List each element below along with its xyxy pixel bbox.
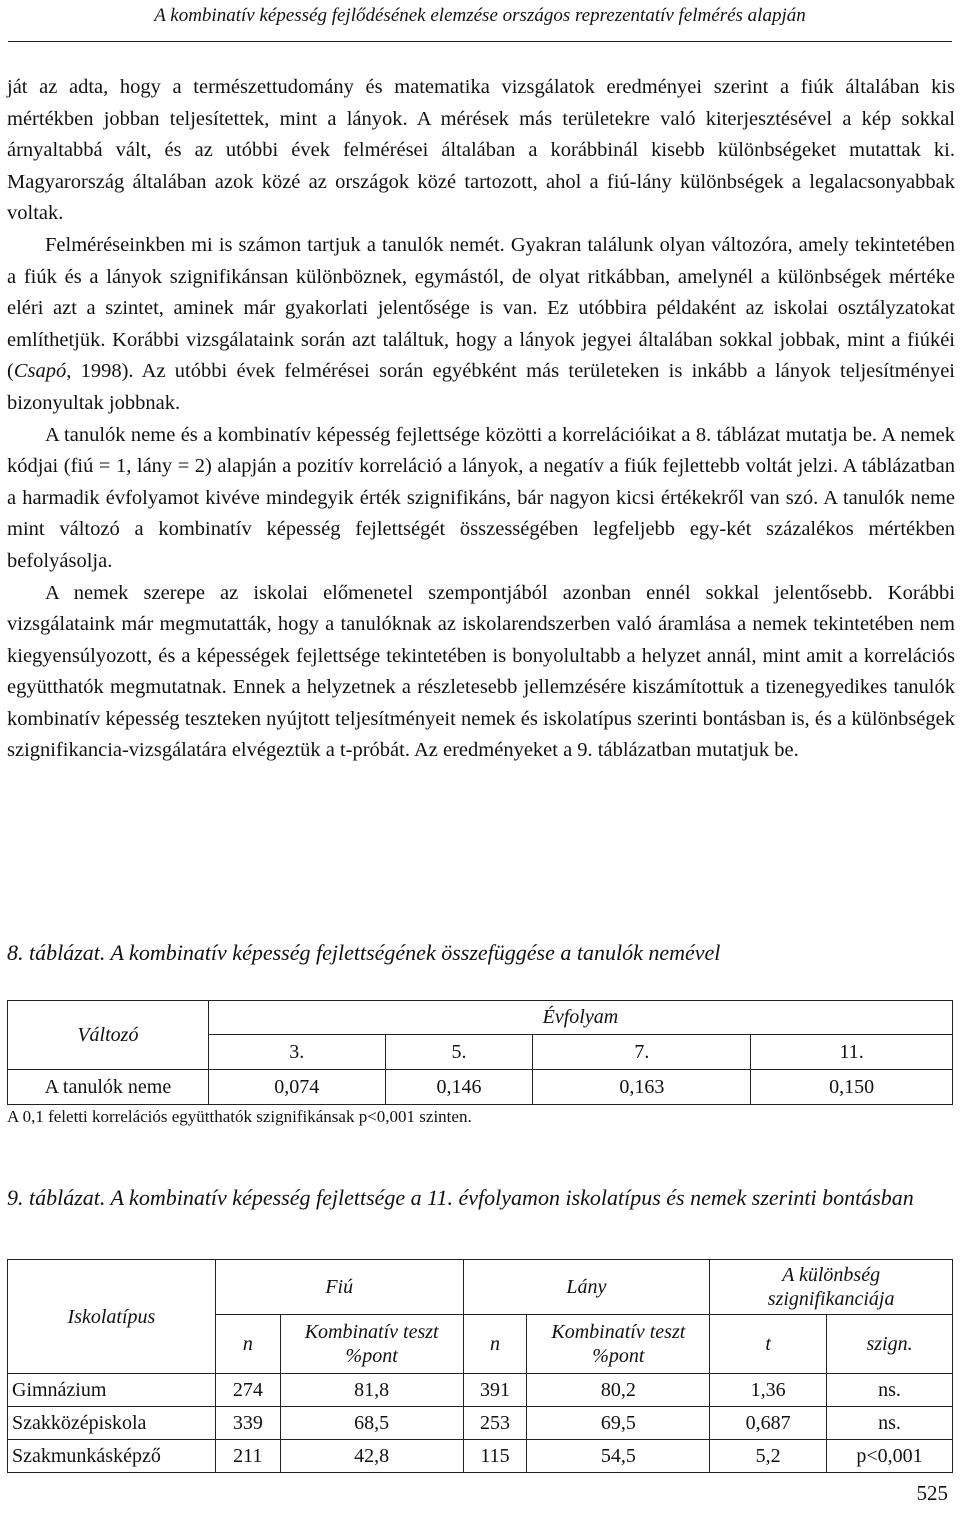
table9-cell: p<0,001	[827, 1440, 953, 1473]
running-head: A kombinatív képesség fejlődésének elemzése országos reprezentatív felmérés alapján	[154, 5, 806, 26]
table9-school: Gimnázium	[8, 1374, 216, 1407]
table9-cell: 81,8	[280, 1374, 463, 1407]
table9-sub-test-line2: %pont	[345, 1345, 398, 1367]
table9-cell: 42,8	[280, 1440, 463, 1473]
table9-cell: 1,36	[710, 1374, 827, 1407]
table8-cell: 0,150	[751, 1070, 953, 1105]
paragraph: A tanulók neme és a kombinatív képesség fejlettsége közötti a korrelációikat a 8. táblázat mutatja be. A nemek kódjai (fiú = 1, lány = 2) alapján a pozitív korreláció a lányok, a negatív a fiúk fejlettebb voltát jelzi. A táblázatban a harmadik évfolyamot kivéve mindegyik érték szignifikáns, bár nagyon kicsi értékekről van szó. A tanulók neme mint változó a kombinatív képesség fejlettségét összességében legfeljebb egy-két százalékos mértékben befolyásolja.	[7, 423, 955, 572]
paragraph	[7, 230, 955, 420]
table8-note: A 0,1 feletti korrelációs együtthatók szignifikánsak p<0,001 szinten.	[7, 1107, 472, 1126]
table9-sub-test	[280, 1315, 463, 1374]
paragraph: ját az adta, hogy a természettudomány és matematika vizsgálatok eredményei szerint a fiúk általában kis mértékben jobban teljesítettek, mint a lányok. A mérések más területekre való kiterjesztésével a kép sokkal árnyaltabbá vált, és az utóbbi évek felmérései általában a korábbinál kisebb különbségeket mutattak ki. Magyarország általában azok közé az országok közé tartozott, ahol a fiú-lány különbségek a legalacsonyabbak voltak.	[7, 76, 955, 225]
table8-grade: 11.	[751, 1035, 953, 1070]
table9-sub-significance: szign.	[827, 1315, 953, 1374]
table9-cell: 211	[215, 1440, 280, 1473]
table8-row-label: A tanulók neme	[8, 1070, 209, 1105]
table9-cell: ns.	[827, 1374, 953, 1407]
table9-header-boy: Fiú	[215, 1260, 463, 1315]
table8-grade: 3.	[208, 1035, 385, 1070]
paragraph: A nemek szerepe az iskolai előmenetel szempontjából azonban ennél sokkal jelentősebb. Korábbi vizsgálataink már megmutatták, hogy a tanulóknak az iskolarendszerben való áramlása a nemek tekintetében nem kiegyensúlyozott, és a képességek fejlettsége tekintetében is bonyolultabb a helyzet annál, mint amit a korrelációs együtthatók megmutatnak. Ennek a helyzetnek a részletesebb jellemzésére kiszámítottuk a tizenegyedikes tanulók kombinatív képesség teszteken nyújtott teljesítményeit nemek és iskolatípus szerinti bontásban is, és a különbségek szignifikancia-vizsgálatára elvégeztük a t-próbát. Az eredményeket a 9. táblázatban mutatjuk be.	[7, 581, 955, 762]
table9-cell: 115	[463, 1440, 527, 1473]
table9-school: Szakmunkásképző	[8, 1440, 216, 1473]
table8-cell: 0,146	[385, 1070, 533, 1105]
table9-sub-test-line1: Kombinatív teszt	[304, 1321, 439, 1343]
table9-header-girl: Lány	[463, 1260, 710, 1315]
table9-cell: 274	[215, 1374, 280, 1407]
table9-cell: 339	[215, 1407, 280, 1440]
table-row	[8, 1407, 953, 1440]
table8-cell: 0,163	[533, 1070, 751, 1105]
table8-caption-text: A kombinatív képesség fejlettségének összefüggése a tanulók nemével	[110, 940, 721, 965]
table9-sub-t: t	[710, 1315, 827, 1374]
table9-school: Szakközépiskola	[8, 1407, 216, 1440]
table9-header-school: Iskolatípus	[8, 1260, 216, 1374]
table-8	[7, 1000, 953, 1105]
table9-cell: 69,5	[527, 1407, 710, 1440]
table9-sub-test	[527, 1315, 710, 1374]
table9-caption	[7, 1182, 955, 1213]
table9-sub-n: n	[463, 1315, 527, 1374]
table8-cell: 0,074	[208, 1070, 385, 1105]
table9-sub-test-line1: Kombinatív teszt	[551, 1321, 686, 1343]
table9-cell: 391	[463, 1374, 527, 1407]
table8-caption-number: 8. táblázat.	[7, 940, 106, 965]
table9-cell: 5,2	[710, 1440, 827, 1473]
table9-caption-text: A kombinatív képesség fejlettsége a 11. évfolyamon iskolatípus és nemek szerinti bontásban	[110, 1185, 914, 1210]
table8-header-variable: Változó	[8, 1001, 209, 1070]
table9-cell: 54,5	[527, 1440, 710, 1473]
table9-sub-test-line2: %pont	[592, 1345, 645, 1367]
table9-header-difference-line1: A különbség	[782, 1264, 881, 1286]
table9-cell: 80,2	[527, 1374, 710, 1407]
table9-cell: 253	[463, 1407, 527, 1440]
table9-sub-n: n	[215, 1315, 280, 1374]
table8-header-grade: Évfolyam	[208, 1001, 952, 1035]
table8-grade: 7.	[533, 1035, 751, 1070]
table8-grade: 5.	[385, 1035, 533, 1070]
table9-cell: 68,5	[280, 1407, 463, 1440]
header-rule	[8, 41, 952, 42]
page-number: 525	[916, 1481, 948, 1505]
citation-author: Csapó	[13, 360, 67, 383]
table-9	[7, 1259, 953, 1473]
table9-cell: ns.	[827, 1407, 953, 1440]
paragraph-text: , 1998). Az utóbbi évek felmérései során egyébként más területeken is inkább a lányok teljesítményei bizonyultak jobbnak.	[7, 360, 955, 414]
table9-header-difference	[710, 1260, 953, 1315]
table-row	[8, 1440, 953, 1473]
table9-header-difference-line2: szignifikanciája	[767, 1288, 895, 1310]
paragraph-text: Felméréseinkben mi is számon tartjuk a tanulók nemét. Gyakran találunk olyan változóra, amely tekintetében a fiúk és a lányok szignifikánsan különböznek, egymástól, de olyat ritkábban, amelynél a különbségek mértéke eléri azt a szintet, aminek már gyakorlati jelentősége is van. Ez utóbbira példaként az iskolai osztályzatokat említhetjük. Korábbi vizsgálataink során azt találtuk, hogy a lányok jegyei általában sokkal jobbak, mint a fiúkéi (	[7, 233, 955, 383]
body-text	[7, 72, 955, 767]
table9-caption-number: 9. táblázat.	[7, 1185, 106, 1210]
table-row	[8, 1374, 953, 1407]
table8-caption	[7, 937, 955, 968]
table9-cell: 0,687	[710, 1407, 827, 1440]
